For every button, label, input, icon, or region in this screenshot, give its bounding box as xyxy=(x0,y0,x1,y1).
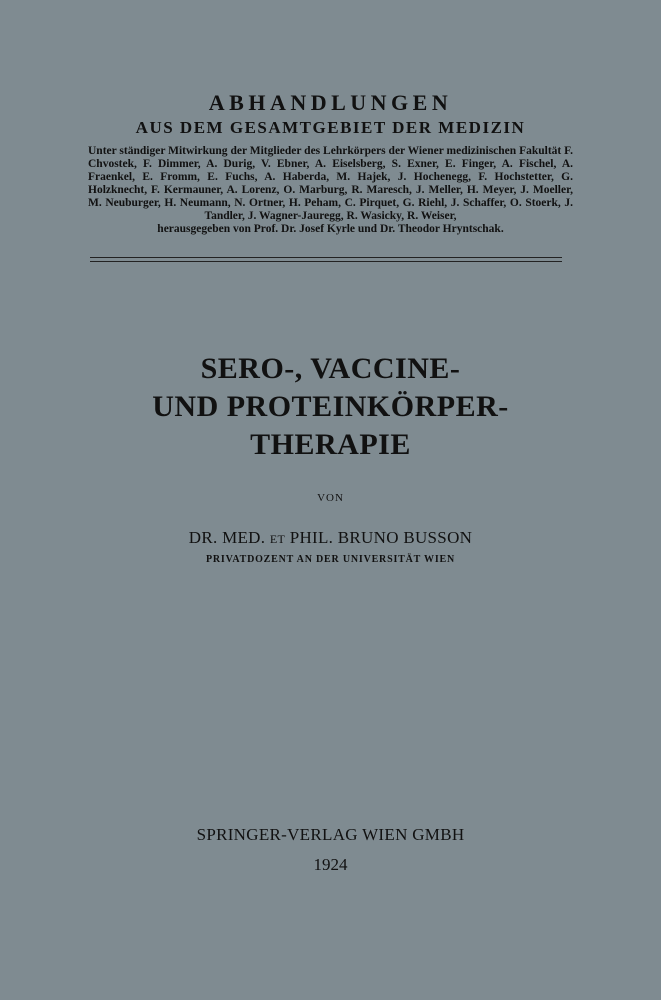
contributors-block xyxy=(88,145,573,236)
publication-year: 1924 xyxy=(313,855,348,874)
series-subtitle: AUS DEM GESAMTGEBIET DER MEDIZIN xyxy=(135,118,526,137)
divider-rule-bottom xyxy=(90,261,562,262)
divider-rule-top xyxy=(90,257,562,258)
author-affiliation: PRIVATDOZENT AN DER UNIVERSITÄT WIEN xyxy=(205,554,456,565)
contributors-list: Unter ständiger Mitwirkung der Mitglieder des Lehrkörpers der Wiener medizinischen Fakultät F. Chvostek, F. Dimmer, A. Durig, V. Ebner, A. Eiselsberg, S. Exner, E. Finger, A. Fischel, A. Fraenkel, E. Fromm, E. Fuchs, A. Haberda, M. Hajek, J. Hochenegg, F. Hochstetter, G. Holzknecht, F. Kermauner, A. Lorenz, O. Marburg, R. Maresch, J. Meller, H. Meyer, J. Moeller, M. Neuburger, H. Neumann, N. Ortner, H. Peham, C. Pirquet, G. Riehl, J. Schaffer, O. Stoerk, J. Tandler, J. Wagner-Jauregg, R. Wasicky, R. Weiser, xyxy=(88,145,573,222)
main-title xyxy=(0,350,661,464)
main-title-line-3: THERAPIE xyxy=(250,428,411,461)
series-title: ABHANDLUNGEN xyxy=(208,90,453,115)
publisher-name: SPRINGER-VERLAG WIEN GMBH xyxy=(196,825,465,844)
author-degree: DR. MED. xyxy=(188,528,266,547)
author-name xyxy=(0,528,661,548)
editors-line: herausgegeben von Prof. Dr. Josef Kyrle und Dr. Theodor Hryntschak. xyxy=(157,223,504,235)
von-label: VON xyxy=(317,492,344,504)
author-et: ET xyxy=(269,532,286,546)
main-title-line-2: UND PROTEINKÖRPER- xyxy=(152,390,509,423)
main-title-line-1: SERO-, VACCINE- xyxy=(200,352,461,385)
author-name-text: PHIL. BRUNO BUSSON xyxy=(289,528,473,547)
